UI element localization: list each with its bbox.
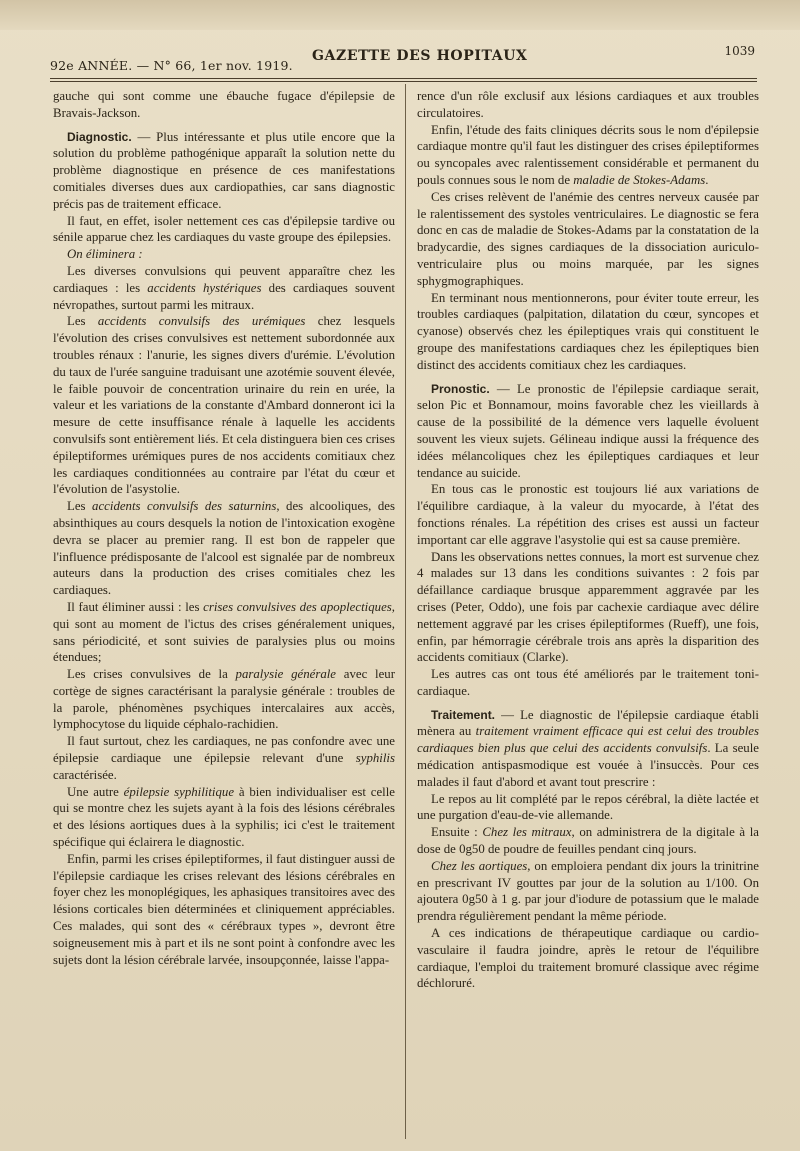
paragraph-text: à bien individualiser est celle qui se montre chez les sujets ayant à la fois des lésions cérébrales et des lésions aortiques dues à la syphilis; ici c'est le traitement spécifique qui éclairera le diagnostic. bbox=[53, 784, 395, 850]
italic-text: Chez les mitraux bbox=[482, 825, 572, 840]
paragraph bbox=[417, 122, 759, 189]
right-column bbox=[417, 88, 759, 1138]
running-header bbox=[50, 42, 755, 76]
paragraph: Enfin, parmi les crises épileptiformes, il faut distinguer aussi de l'épilepsie cardiaque les crises relevant des lésions cérébrales en foyer chez les monoplégiques, les aphasiques transitoires avec des lésions corticales bien déterminées et cliniquement appréciables. Ces malades, qui sont des « cérébraux types », devront être soigneusement mis à part et ils ne sont point à confondre avec les sujets dont la lésion cérébrale larvée, insoupçonnée, laisse l'appa- bbox=[53, 851, 395, 967]
italic-text: maladie de Stokes-Adams bbox=[573, 172, 706, 187]
paragraph: gauche qui sont comme une ébauche fugace d'épilepsie de Bravais-Jackson. bbox=[53, 89, 395, 120]
header-issue-info: 92e ANNÉE. — N° 66, 1er nov. 1919. bbox=[50, 58, 293, 73]
paragraph-text: Ensuite : bbox=[431, 825, 483, 840]
italic-text: On éliminera : bbox=[67, 247, 143, 262]
paragraph-pronostic bbox=[417, 381, 759, 482]
paragraph-text: chez lesquels l'évolution des crises convulsives est nettement subordonnée aux troubles rénaux : l'anurie, les signes divers d'urémie. L'évolution du taux de l'urée sanguine traduisant une azotémie souvent élevée, le faible pouvoir de concentration urinaire du rein en urée, la valeur et les variations de la constante d'Ambard donneront ici la mesure de cette insuffisance rénale à laquelle les accidents convulsifs sont entièrement liés. Et cela distinguera bien ces crises épileptiformes urémiques pures de nos accidents comitiaux chez les cardiaques conditionnées au contraire par l'état du cœur et l'évolution de l'asystolie. bbox=[53, 314, 395, 497]
paragraph: Le repos au lit complété par le repos cérébral, la diète lactée et une purgation d'eau-de-vie allemande. bbox=[417, 791, 759, 823]
paragraph: Il faut, en effet, isoler nettement ces cas d'épilepsie tardive ou sénile apparue chez les cardiaques du vaste groupe des épilepsies. bbox=[53, 213, 395, 245]
paragraph-text: avec leur cortège de signes caractérisant la paralysie générale : troubles de la parole, phénomènes psychiques intercalaires aux accès, lymphocytose du liquide céphalo-rachidien. bbox=[53, 667, 395, 732]
italic-text: accidents convulsifs des saturnins bbox=[92, 499, 277, 514]
italic-text: accidents hystériques bbox=[147, 280, 262, 295]
paragraph: Ces crises relèvent de l'anémie des centres nerveux causée par le ralentissement des systoles ventriculaires. Le diagnostic se fera donc en cas de maladie de Stokes-Adams par la constatation de la bradycardie, des signes cardiaques de la dissociation auriculo-ventriculaire plus ou moins marquée, par les signes sphygmographiques. bbox=[417, 189, 759, 288]
italic-text: accidents convulsifs des urémiques bbox=[97, 314, 306, 329]
paragraph: En tous cas le pronostic est toujours lié aux variations de l'équilibre cardiaque, à la valeur du myocarde, à l'état des fonctions rénales. La répétition des crises est aussi un facteur important car elle aggrave l'asystolie qui est sa cause première. bbox=[417, 482, 759, 547]
paragraph-text: — Plus intéressante et plus utile encore que la solution du problème pathogénique apparaît la solution nette du problème diagnostique en présence de ces manifestations comitiales diverses dues aux cardiopathies, car sans diagnostic précis pas de traitement efficace. bbox=[53, 129, 395, 211]
paragraph: Les autres cas ont tous été améliorés par le traitement toni-cardiaque. bbox=[417, 667, 759, 698]
paragraph bbox=[53, 313, 395, 498]
paragraph: En terminant nous mentionnerons, pour éviter toute erreur, les troubles cardiaques (palpitation, dilatation du cœur, syncopes et cyanose) observés chez les épileptiques vrais qui constituent le groupe des manifestations cardiaques chez les épileptiques bien distinct des accidents comitiaux chez les cardiaques. bbox=[417, 290, 759, 372]
paragraph-text: . bbox=[705, 172, 709, 187]
paragraph-text: , on administrera de la digitale à la dose de 0g50 de poudre de feuilles pendant cinq jours. bbox=[417, 825, 759, 857]
paragraph-diagnostic bbox=[53, 129, 395, 213]
italic-text: épilepsie syphilitique bbox=[123, 784, 235, 799]
paragraph-text: Les crises convulsives de la bbox=[67, 667, 236, 682]
paragraph bbox=[53, 666, 395, 733]
paragraph-text: Les bbox=[67, 499, 93, 514]
paragraph bbox=[53, 263, 395, 313]
paragraph bbox=[53, 246, 395, 263]
paragraph bbox=[53, 498, 395, 599]
paragraph bbox=[53, 784, 395, 851]
italic-text: traitement vraiment efficace qui est celui des troubles cardiaques bien plus que celui des accidents convulsifs bbox=[417, 724, 759, 756]
italic-text: crises convulsives des apoplectiques bbox=[203, 599, 392, 614]
column-divider bbox=[405, 84, 406, 1139]
header-journal-title: GAZETTE DES HOPITAUX bbox=[312, 48, 528, 64]
paragraph-text: Les bbox=[67, 314, 98, 329]
paragraph-text: Une autre bbox=[67, 784, 124, 799]
paragraph: A ces indications de thérapeutique cardiaque ou cardio-vasculaire il faudra joindre, après le retour de l'équilibre cardiaque, l'emploi du traitement bromuré classique avec régime déchloruré. bbox=[417, 926, 759, 991]
paragraph-text: Les diverses convulsions qui peuvent apparaître chez les cardiaques : les bbox=[53, 263, 395, 295]
paragraph-text: Il faut éliminer aussi : les bbox=[67, 599, 204, 614]
header-page-number: 1039 bbox=[724, 44, 755, 58]
paragraph-text: Enfin, l'étude des faits cliniques décrits sous le nom d'épilepsie cardiaque montre qu'il faut les distinguer des crises épileptiformes ou syncopales avec ralentissement considérable et permanent du pouls connues sous le nom de bbox=[417, 122, 759, 187]
header-rule-bottom bbox=[50, 81, 757, 82]
paragraph-text: caractérisée. bbox=[53, 767, 117, 782]
paragraph-text: — Le diagnostic de l'épilepsie cardiaque établi mènera au bbox=[417, 707, 759, 739]
paragraph-text: Il faut surtout, chez les cardiaques, ne pas confondre avec une épilepsie cardiaque une épilepsie relevant d'une bbox=[53, 734, 395, 766]
paragraph-traitement bbox=[417, 707, 759, 791]
paragraph bbox=[417, 858, 759, 925]
paragraph-text: — Le pronostic de l'épilepsie cardiaque serait, selon Pic et Bonnamour, moins favorable chez les vieillards à cause de la possibilité de la démence vers laquelle évoluent souvent les vieux sujets. Gélineau indique aussi la fréquence des idées mélancoliques chez les épileptiques cardiaques et leur tendance au suicide. bbox=[417, 381, 759, 480]
paragraph-text: . La seule médication antispasmodique est vouée à l'insuccès. Pour ces malades il faut d'abord et avant tout prescrire : bbox=[417, 741, 759, 789]
paragraph bbox=[53, 733, 395, 783]
paragraph bbox=[417, 824, 759, 858]
section-heading-pronostic: Pronostic. bbox=[431, 381, 490, 396]
paragraph-text: , on emploiera pendant dix jours la trinitrine en prescrivant IV gouttes par jour de la solution au 1/100. On ajoutera 0g50 à 1 g. par jour d'iodure de potassium que le malade prendra régulièrement pendant la même période. bbox=[417, 858, 759, 924]
paragraph-text: des cardiaques souvent névropathes, surtout parmi les mitraux. bbox=[53, 280, 395, 312]
paragraph-text: , des alcooliques, des absinthiques au cours desquels la notion de l'intoxication exogène devra se placer au premier rang. Il est bon de rappeler que l'influence prédisposante de l'alcool est signalée par de nombreux auteurs dans la production des crises comitiales chez les cardiaques. bbox=[53, 499, 395, 598]
section-heading-traitement: Traitement. bbox=[431, 707, 496, 722]
italic-text: syphilis bbox=[355, 751, 395, 766]
paragraph: rence d'un rôle exclusif aux lésions cardiaques et aux troubles circulatoires. bbox=[417, 89, 759, 120]
page-top-edge bbox=[0, 0, 800, 30]
section-heading-diagnostic: Diagnostic. bbox=[67, 129, 132, 144]
header-rule-top bbox=[50, 78, 757, 79]
italic-text: Chez les aortiques bbox=[431, 858, 528, 873]
paragraph-text: , qui sont au moment de l'ictus des crises généralement uniques, sans périodicité, et sont suivies de paralysies plus ou moins étendues; bbox=[53, 599, 395, 665]
paragraph: Dans les observations nettes connues, la mort est survenue chez 4 malades sur 13 dans les conditions suivantes : 2 fois par défaillance cardiaque brusque apparemment aggravée par les crises (Peter, Oddo), une fois par cachexie cardiaque avec délire nettement aggravé par les crises épileptiformes (Rueff), une fois, enfin, par hémorragie cérébrale trois ans après la disparition des accidents comitiaux (Clarke). bbox=[417, 549, 759, 665]
italic-text: paralysie générale bbox=[235, 667, 337, 682]
left-column bbox=[53, 88, 395, 1138]
paragraph bbox=[53, 599, 395, 666]
